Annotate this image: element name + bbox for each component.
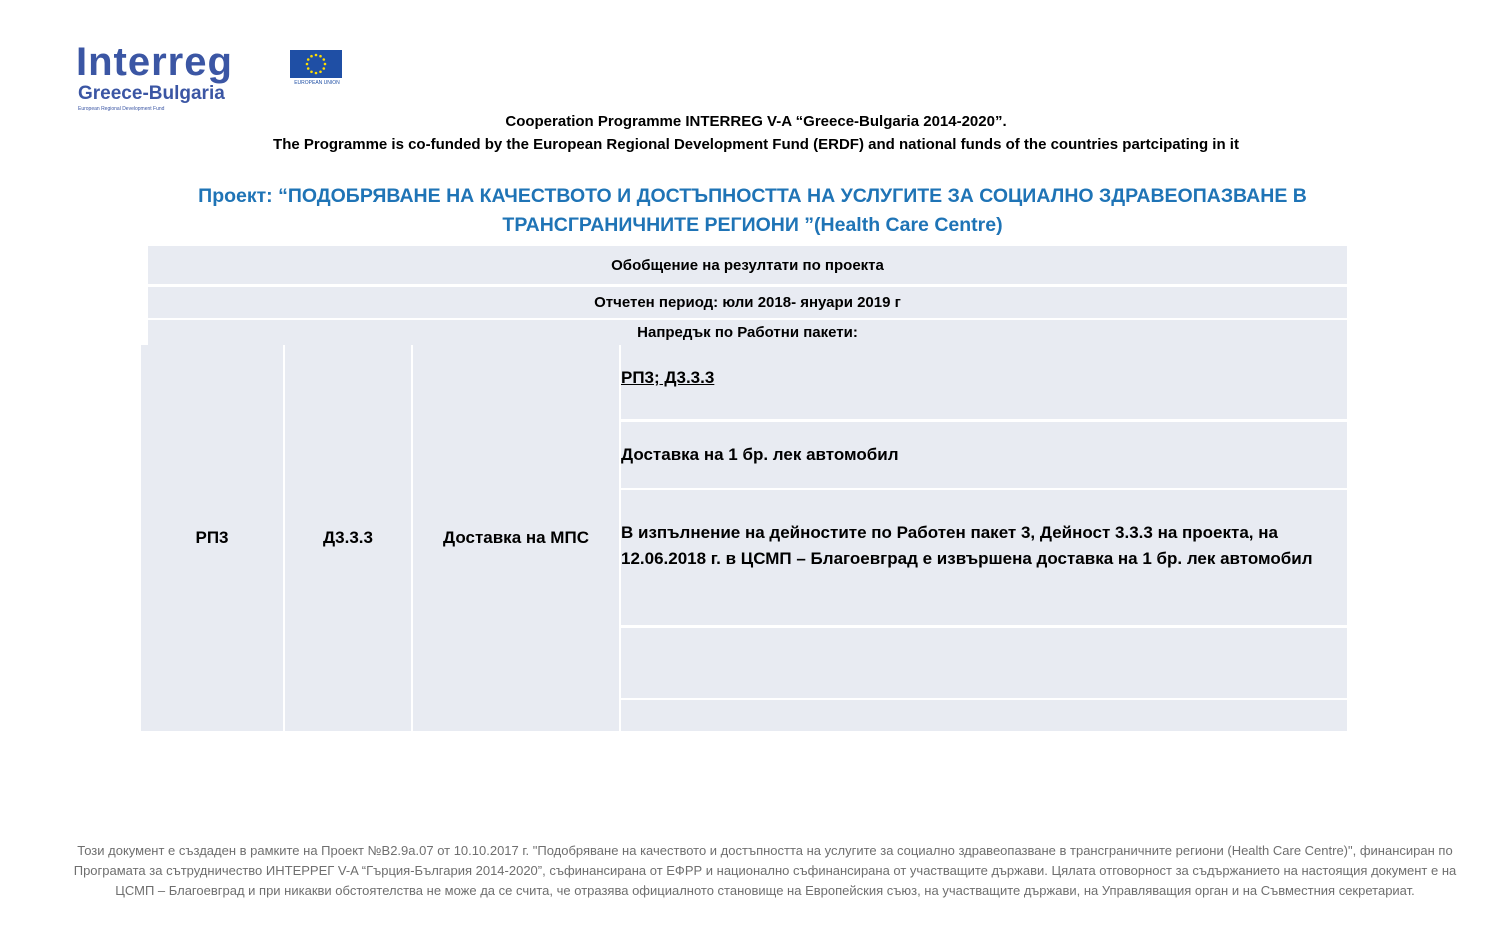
project-title: Проект: “ПОДОБРЯВАНЕ НА КАЧЕСТВОТО И ДОСТЪПНОСТТА НА УСЛУГИТЕ ЗА СОЦИАЛНО ЗДРАВЕОПАЗВАНЕ В ТРАНСГРАНИЧНИТЕ РЕГИОНИ ”(Health Care Centre) (198, 185, 1307, 236)
interreg-logo (76, 40, 276, 114)
disclaimer-footer: Този документ е създаден в рамките на Проект №B2.9a.07 от 10.10.2017 г. "Подобряване на качеството и достъпността на услугите за социално здравеопазване в трансграничните региони (Health Care Centre)", финансиран по Програмата за сътрудничество ИНТЕРРЕГ V-A “Гърция-България 2014-2020”, съфинансирана от ЕФРР и национално съфинансирана от участващите държави. Цялата отговорност за съдържанието на настоящия документ е на ЦСМП – Благоевград и при никакви обстоятелства не може да се счита, че отразява официалното становище на Европейския съюз, на участващите държави, на Управляващия орган и на Съвместния секретариат. (73, 843, 1457, 898)
empty-cell-1 (621, 628, 1347, 698)
results-table (141, 345, 1347, 731)
eu-flag-icon (290, 50, 342, 78)
programme-title: Cooperation Programme INTERREG V-A “Greece-Bulgaria 2014-2020”. (505, 113, 1007, 130)
activity-name-cell: Доставка на МПС (413, 345, 619, 731)
empty-cell-2 (621, 700, 1347, 731)
period-header: Отчетен период: юли 2018- януари 2019 г (148, 287, 1347, 318)
logo-title: Interreg (76, 40, 233, 84)
summary-header: Обобщение на резултати по проекта (148, 246, 1347, 284)
progress-header: Напредък по Работни пакети: (148, 320, 1347, 345)
detail-ref-cell (621, 345, 1347, 419)
description-cell: В изпълнение на дейностите по Работен пакет 3, Дейност 3.3.3 на проекта, на 12.06.2018 г. в ЦСМП – Благоевград е извършена доставка на 1 бр. лек автомобил (621, 490, 1347, 625)
programme-funding: The Programme is co-funded by the European Regional Development Fund (ERDF) and national funds of the countries partcipating in it (273, 136, 1239, 153)
eu-logo (290, 50, 344, 86)
work-package-cell: РП3 (141, 345, 283, 731)
detail-ref: РП3; Д3.3.3 (621, 368, 715, 387)
eu-label: EUROPEAN UNION (294, 80, 340, 86)
logo-fund-label: European Regional Development Fund (78, 106, 165, 112)
activity-cell: Д3.3.3 (285, 345, 411, 731)
delivery-cell: Доставка на 1 бр. лек автомобил (621, 422, 1347, 488)
logo-subtitle: Greece-Bulgaria (78, 83, 225, 104)
